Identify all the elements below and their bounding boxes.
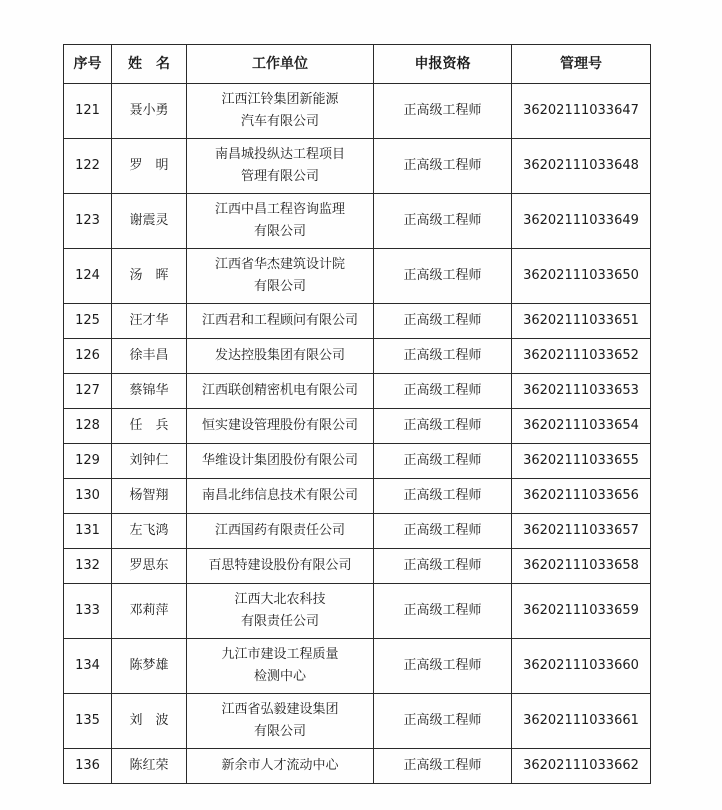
cell-name: 陈红荣 — [112, 749, 187, 784]
cell-org — [187, 84, 374, 139]
cell-management-number: 36202111033654 — [512, 409, 651, 444]
cell-management-number: 36202111033651 — [512, 304, 651, 339]
org-line: 江西中昌工程咨询监理 — [214, 202, 345, 217]
org-line: 江西联创精密机电有限公司 — [201, 383, 358, 398]
table-row — [64, 304, 651, 339]
cell-org — [187, 339, 374, 374]
cell-name: 聂小勇 — [112, 84, 187, 139]
cell-seq: 136 — [64, 749, 112, 784]
cell-name: 罗思东 — [112, 549, 187, 584]
cell-org — [187, 694, 374, 749]
table-row — [64, 139, 651, 194]
cell-qualification: 正高级工程师 — [374, 479, 512, 514]
cell-management-number: 36202111033656 — [512, 479, 651, 514]
cell-name: 蔡锦华 — [112, 374, 187, 409]
header-qualification: 申报资格 — [374, 45, 512, 84]
table-row — [64, 584, 651, 639]
cell-name: 杨智翔 — [112, 479, 187, 514]
cell-seq: 130 — [64, 479, 112, 514]
cell-management-number: 36202111033647 — [512, 84, 651, 139]
org-line: 百思特建设股份有限公司 — [208, 558, 352, 573]
cell-org — [187, 409, 374, 444]
org-line: 华维设计集团股份有限公司 — [201, 453, 358, 468]
org-line: 江西国药有限责任公司 — [214, 523, 345, 538]
cell-qualification: 正高级工程师 — [374, 584, 512, 639]
cell-name: 左飞鸿 — [112, 514, 187, 549]
org-line: 江西省华杰建筑设计院 — [214, 257, 345, 272]
table-row — [64, 749, 651, 784]
table-row — [64, 339, 651, 374]
cell-org — [187, 374, 374, 409]
cell-management-number: 36202111033653 — [512, 374, 651, 409]
org-line: 南昌城投纵达工程项目 — [214, 147, 345, 162]
table-row — [64, 249, 651, 304]
header-name: 姓 名 — [112, 45, 187, 84]
cell-name: 任 兵 — [112, 409, 187, 444]
cell-name: 邓莉萍 — [112, 584, 187, 639]
cell-seq: 135 — [64, 694, 112, 749]
cell-management-number: 36202111033652 — [512, 339, 651, 374]
table-header-row — [64, 45, 651, 84]
cell-qualification: 正高级工程师 — [374, 194, 512, 249]
org-line: 江西江铃集团新能源 — [221, 92, 339, 107]
table-row — [64, 84, 651, 139]
org-line: 有限责任公司 — [240, 614, 319, 629]
roster-body — [64, 84, 651, 784]
cell-name: 罗 明 — [112, 139, 187, 194]
cell-management-number: 36202111033657 — [512, 514, 651, 549]
cell-org — [187, 639, 374, 694]
header-seq: 序号 — [64, 45, 112, 84]
cell-name: 徐丰昌 — [112, 339, 187, 374]
cell-seq: 124 — [64, 249, 112, 304]
cell-name: 陈梦雄 — [112, 639, 187, 694]
org-line: 有限公司 — [253, 279, 306, 294]
cell-qualification: 正高级工程师 — [374, 694, 512, 749]
table-row — [64, 639, 651, 694]
cell-qualification: 正高级工程师 — [374, 749, 512, 784]
cell-name: 汤 晖 — [112, 249, 187, 304]
cell-qualification: 正高级工程师 — [374, 304, 512, 339]
org-line: 江西大北农科技 — [234, 592, 326, 607]
table-row — [64, 444, 651, 479]
cell-qualification: 正高级工程师 — [374, 444, 512, 479]
cell-qualification: 正高级工程师 — [374, 84, 512, 139]
cell-qualification: 正高级工程师 — [374, 374, 512, 409]
cell-seq: 125 — [64, 304, 112, 339]
cell-management-number: 36202111033648 — [512, 139, 651, 194]
cell-seq: 131 — [64, 514, 112, 549]
cell-org — [187, 194, 374, 249]
cell-name: 刘 波 — [112, 694, 187, 749]
org-line: 有限公司 — [253, 224, 306, 239]
cell-qualification: 正高级工程师 — [374, 514, 512, 549]
cell-org — [187, 514, 374, 549]
cell-seq: 128 — [64, 409, 112, 444]
cell-org — [187, 549, 374, 584]
header-org: 工作单位 — [187, 45, 374, 84]
cell-management-number: 36202111033660 — [512, 639, 651, 694]
cell-management-number: 36202111033649 — [512, 194, 651, 249]
cell-org — [187, 139, 374, 194]
cell-seq: 123 — [64, 194, 112, 249]
cell-management-number: 36202111033661 — [512, 694, 651, 749]
table-row — [64, 194, 651, 249]
cell-org — [187, 249, 374, 304]
org-line: 检测中心 — [253, 669, 306, 684]
cell-seq: 126 — [64, 339, 112, 374]
cell-org — [187, 749, 374, 784]
cell-org — [187, 304, 374, 339]
table-row — [64, 694, 651, 749]
cell-name: 刘钟仁 — [112, 444, 187, 479]
cell-seq: 132 — [64, 549, 112, 584]
org-line: 新余市人才流动中心 — [221, 758, 339, 773]
org-line: 南昌北纬信息技术有限公司 — [201, 488, 358, 503]
cell-org — [187, 584, 374, 639]
table-row — [64, 549, 651, 584]
cell-seq: 122 — [64, 139, 112, 194]
table-row — [64, 479, 651, 514]
cell-management-number: 36202111033662 — [512, 749, 651, 784]
roster-table — [63, 44, 651, 784]
table-row — [64, 409, 651, 444]
cell-seq: 134 — [64, 639, 112, 694]
cell-name: 谢震灵 — [112, 194, 187, 249]
cell-seq: 121 — [64, 84, 112, 139]
cell-qualification: 正高级工程师 — [374, 549, 512, 584]
cell-qualification: 正高级工程师 — [374, 339, 512, 374]
cell-seq: 133 — [64, 584, 112, 639]
cell-org — [187, 479, 374, 514]
header-management-number: 管理号 — [512, 45, 651, 84]
cell-qualification: 正高级工程师 — [374, 639, 512, 694]
cell-seq: 129 — [64, 444, 112, 479]
cell-management-number: 36202111033650 — [512, 249, 651, 304]
table-row — [64, 514, 651, 549]
cell-qualification: 正高级工程师 — [374, 409, 512, 444]
org-line: 九江市建设工程质量 — [221, 647, 339, 662]
org-line: 江西君和工程顾问有限公司 — [201, 313, 358, 328]
org-line: 管理有限公司 — [240, 169, 319, 184]
org-line: 汽车有限公司 — [240, 114, 319, 129]
org-line: 江西省弘毅建设集团 — [221, 702, 339, 717]
org-line: 发达控股集团有限公司 — [214, 348, 345, 363]
org-line: 恒实建设管理股份有限公司 — [201, 418, 358, 433]
table-row — [64, 374, 651, 409]
cell-name: 汪才华 — [112, 304, 187, 339]
cell-seq: 127 — [64, 374, 112, 409]
cell-qualification: 正高级工程师 — [374, 249, 512, 304]
cell-management-number: 36202111033655 — [512, 444, 651, 479]
org-line: 有限公司 — [253, 724, 306, 739]
cell-org — [187, 444, 374, 479]
cell-qualification: 正高级工程师 — [374, 139, 512, 194]
cell-management-number: 36202111033658 — [512, 549, 651, 584]
cell-management-number: 36202111033659 — [512, 584, 651, 639]
